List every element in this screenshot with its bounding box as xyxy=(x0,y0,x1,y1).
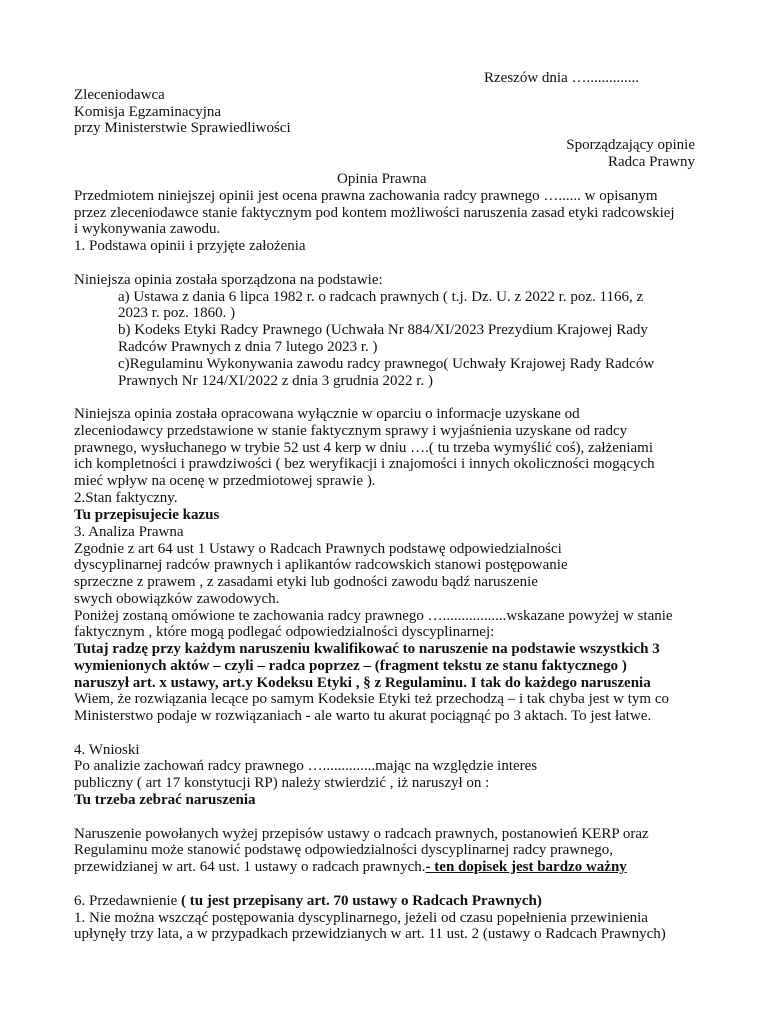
scope-paragraph-line: prawnego, wysłuchanego w trybie 52 ust 4 kerp w dniu ….( tu trzeba wymyślić coś), załżeniami xyxy=(74,440,654,456)
analysis-line: dyscyplinarnej radców prawnych i aplikantów radcowskich stanowi postępowanie xyxy=(74,557,568,573)
analysis-bold-line: wymienionych aktów – czyli – radca poprzez – (fragment tekstu ze stanu faktycznego ) xyxy=(74,658,627,674)
analysis-bold-line: naruszył art. x ustawy, art.y Kodeksu Etyki , § z Regulaminu. I tak do każdego naruszenia xyxy=(74,675,651,691)
basis-item-line: c)Regulaminu Wykonywania zawodu radcy prawnego( Uchwały Krajowej Rady Radców xyxy=(118,356,655,372)
conclusion-line: publiczny ( art 17 konstytucji RP) należy stwierdzić , iż naruszył on : xyxy=(74,775,490,791)
section-3-heading: 3. Analiza Prawna xyxy=(74,524,184,540)
scope-paragraph-line: ich kompletności i prawdziwości ( bez weryfikacji i znajomości i innych okoliczności mogących xyxy=(74,456,655,472)
analysis-line: Zgodnie z art 64 ust 1 Ustawy o Radcach Prawnych podstawę odpowiedzialności xyxy=(74,541,562,557)
conclusion-paragraph-line: Regulaminu może stanowić podstawę odpowiedzialności dyscyplinarnej radcy prawnego, xyxy=(74,842,614,858)
section-6-heading-text: 6. Przedawnienie xyxy=(74,893,182,909)
intro-line: i wykonywania zawodu. xyxy=(74,221,221,237)
scope-paragraph-line: Niniejsza opinia została opracowana wyłącznie w oparciu o informacje uzyskane od xyxy=(74,406,580,422)
basis-item-line: b) Kodeks Etyki Radcy Prawnego (Uchwała Nr 884/XI/2023 Prezydium Krajowej Rady xyxy=(118,322,648,338)
client-line-1: Komisja Egzaminacyjna xyxy=(74,104,222,120)
analysis-line: faktycznym , które mogą podlegać odpowiedzialności dyscyplinarnej: xyxy=(74,624,495,640)
section-2-note: Tu przepisujecie kazus xyxy=(74,507,220,523)
basis-item-line: a) Ustawa z dania 6 lipca 1982 r. o radcach prawnych ( t.j. Dz. U. z 2022 r. poz. 1166, z xyxy=(118,289,644,305)
analysis-line: sprzeczne z prawem , z zasadami etyki lub godności zawodu bądź naruszenie xyxy=(74,574,538,590)
conclusion-paragraph-line xyxy=(74,859,627,876)
section-1-lead: Niniejsza opinia została sporządzona na podstawie: xyxy=(74,272,383,288)
conclusion-line: Po analizie zachowań radcy prawnego …..............mając na względzie interes xyxy=(74,758,538,774)
section-2-heading: 2.Stan faktyczny. xyxy=(74,490,178,506)
scope-paragraph-line: mieć wpływ na ocenę w przedmiotowej sprawie ). xyxy=(74,473,376,489)
intro-line: przez zleceniodawce stanie faktycznym pod kontem możliwości naruszenia zasad etyki radcowskiej xyxy=(74,205,675,221)
basis-item-line: 2023 r. poz. 1860. ) xyxy=(118,305,236,321)
analysis-tail-line: Ministerstwo podaje w rozwiązaniach - ale warto tu akurat pociągnąć po 3 aktach. To jest łatwe. xyxy=(74,708,652,724)
section-6-heading xyxy=(74,893,542,910)
client-line-2: przy Ministerstwie Sprawiedliwości xyxy=(74,120,291,136)
section-4-heading: 4. Wnioski xyxy=(74,742,140,758)
intro-line: Przedmiotem niniejszej opinii jest ocena prawna zachowania radcy prawnego …...... w opisanym xyxy=(74,188,658,204)
place-date: Rzeszów dnia ….............. xyxy=(484,70,639,86)
important-remark: - ten dopisek jest bardzo ważny xyxy=(425,859,627,875)
section-1-heading: 1. Podstawa opinii i przyjęte założenia xyxy=(74,238,306,254)
client-label: Zleceniodawca xyxy=(74,87,165,103)
section-4-note: Tu trzeba zebrać naruszenia xyxy=(74,792,256,808)
conclusion-paragraph-text: przewidzianej w art. 64 ust. 1 ustawy o radcach prawnych. xyxy=(74,859,426,875)
document-title: Opinia Prawna xyxy=(337,171,427,187)
limitation-line: upłynęły trzy lata, a w przypadkach przewidzianych w art. 11 ust. 2 (ustawy o Radcach Prawnych) xyxy=(74,926,666,942)
author-role: Radca Prawny xyxy=(607,154,695,170)
scope-paragraph-line: zleceniodawcy przedstawione w stanie faktycznym sprawy i wyjaśnienia uzyskane od radcy xyxy=(74,423,628,439)
basis-item-line: Radców Prawnych z dnia 7 lutego 2023 r. ) xyxy=(118,339,378,355)
section-6-heading-note: ( tu jest przepisany art. 70 ustawy o Radcach Prawnych) xyxy=(181,893,542,909)
basis-item-line: Prawnych Nr 124/XI/2022 z dnia 3 grudnia 2022 r. ) xyxy=(118,373,433,389)
analysis-line: swych obowiązków zawodowych. xyxy=(74,591,280,607)
analysis-bold-line: Tutaj radzę przy każdym naruszeniu kwalifikować to naruszenie na podstawie wszystkich 3 xyxy=(74,641,660,657)
analysis-line: Poniżej zostaną omówione te zachowania radcy prawnego ….................wskazane powyżej w stanie xyxy=(74,608,673,624)
author-label: Sporządzający opinie xyxy=(566,137,695,153)
conclusion-paragraph-line: Naruszenie powołanych wyżej przepisów ustawy o radcach prawnych, postanowień KERP oraz xyxy=(74,826,649,842)
analysis-tail-line: Wiem, że rozwiązania lecące po samym Kodeksie Etyki też przechodzą – i tak chyba jest w tym co xyxy=(74,691,669,707)
limitation-line: 1. Nie można wszcząć postępowania dyscyplinarnego, jeżeli od czasu popełnienia przewinienia xyxy=(74,910,648,926)
